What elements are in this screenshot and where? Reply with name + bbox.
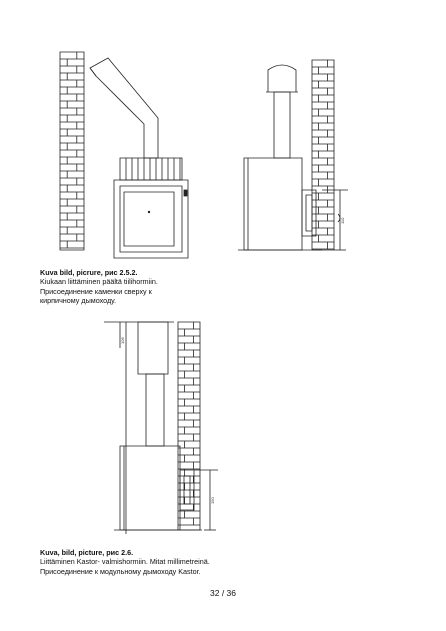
caption-line: Kiukaan liittäminen päältä tiilihormiin. [40,277,158,287]
figure-2-6-drawing [100,318,240,540]
caption-line: Liittäminen Kastor- valmishormiin. Mitat millimetreinä. [40,557,210,567]
brick-chimney-side [312,60,334,250]
caption-line: кирпичному дымоходу. [40,296,117,306]
vertical-flue-pipe-side [266,65,298,158]
dimension-label-106: 106 [120,337,125,344]
caption-title: Kuva bild, picrure, рис 2.5.2. [40,268,138,277]
stove-body-front [114,180,188,258]
figure-caption-2-6 [40,548,210,576]
ceiling-line [104,322,174,534]
figure-2-5-2-drawing [40,40,410,260]
stove-stone-basket-front [120,158,182,180]
figure-caption-2-5-2 [40,268,158,306]
caption-title: Kuva, bild, picture, рис 2.6. [40,548,134,557]
caption-line: Присоединение каменки сверху к [40,286,152,296]
flue-pipe [146,374,164,446]
stove-body-side-2 [114,446,202,530]
page-number: 32 / 36 [210,588,236,598]
stove-body-side [238,158,322,250]
brick-wall [178,322,200,530]
brick-chimney-front [60,52,84,250]
caption-line: Присоединение к модульному дымоходу Kastor. [40,566,201,576]
modular-chimney-block [138,322,168,374]
dimension-label-150: 150 [210,497,215,504]
dimension-label-110: 110 [340,217,345,224]
diagonal-flue-pipe [90,58,158,158]
